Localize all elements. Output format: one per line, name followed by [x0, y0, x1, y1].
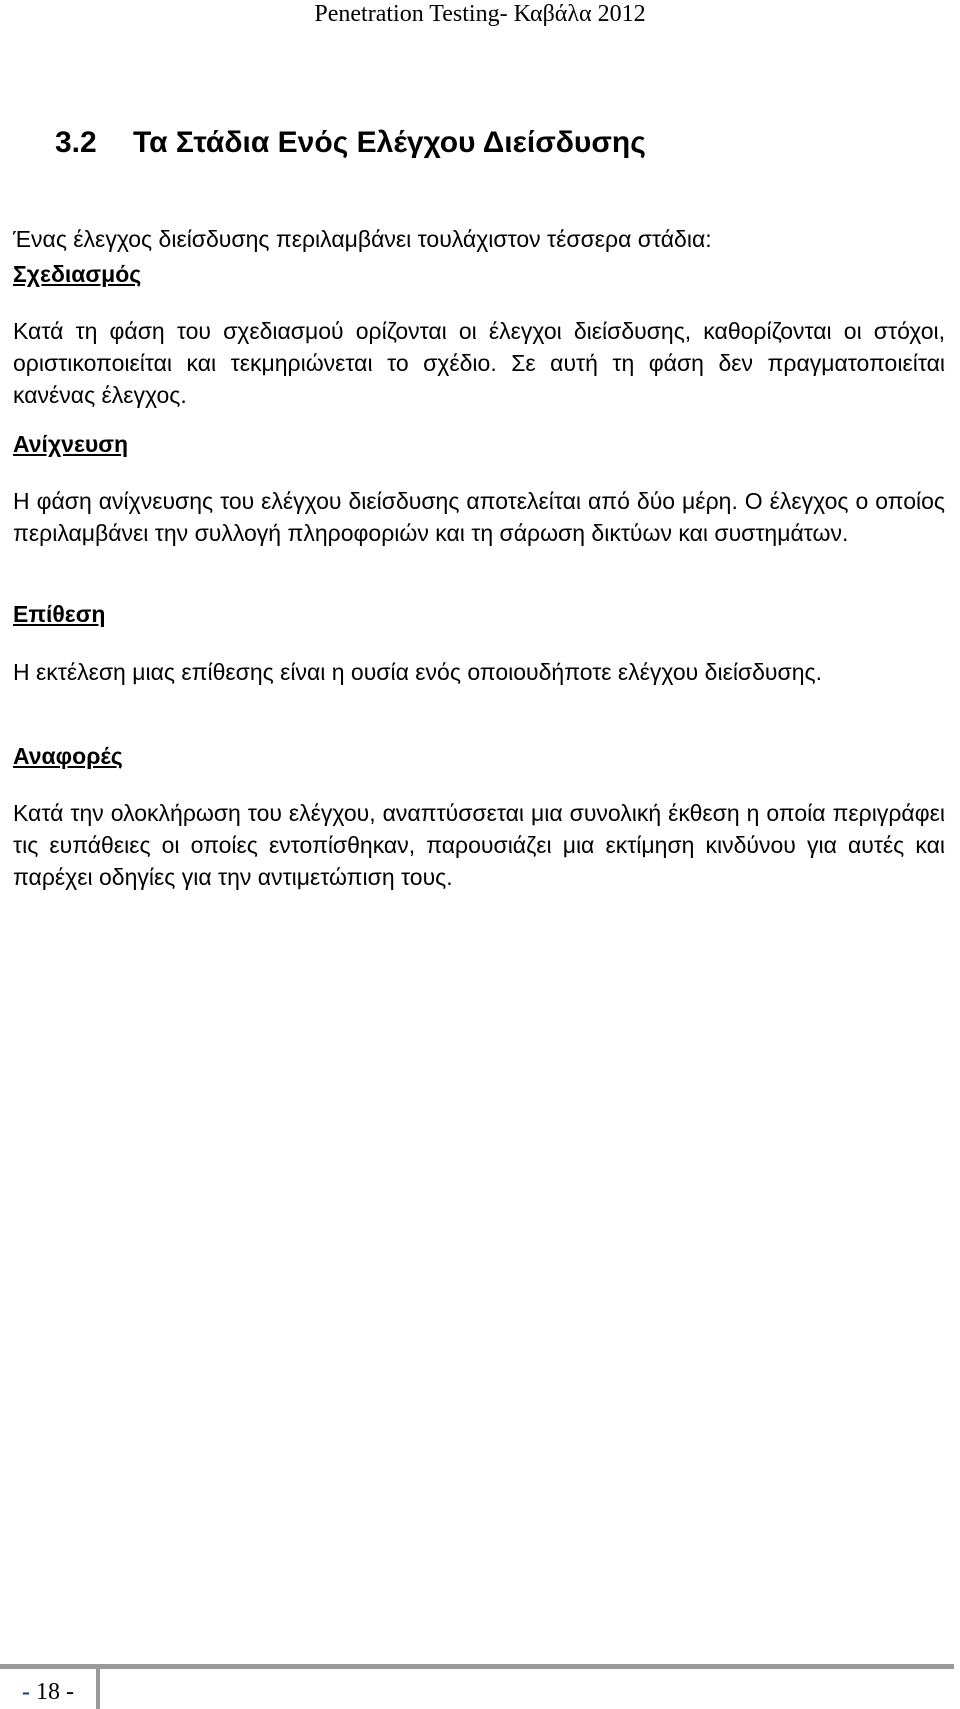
- page-number-dash-right: -: [66, 1679, 74, 1705]
- intro-paragraph: Ένας έλεγχος διείσδυσης περιλαμβάνει τουλάχιστον τέσσερα στάδια:: [13, 226, 712, 252]
- stage-heading-attack: Επίθεση: [13, 601, 106, 627]
- running-header: Penetration Testing- Καβάλα 2012: [314, 1, 646, 27]
- section-number: 3.2: [55, 126, 97, 159]
- footer-rule: [0, 1664, 954, 1669]
- footer-separator: [96, 1666, 100, 1709]
- section-title-text: Τα Στάδια Ενός Ελέγχου Διείσδυσης: [133, 126, 646, 159]
- stage-heading-reporting: Αναφορές: [13, 743, 123, 769]
- page-number-value: 18: [36, 1679, 60, 1705]
- stage-text-reporting: Κατά την ολοκλήρωση του ελέγχου, αναπτύσσεται μια συνολική έκθεση η οποία περιγράφει τις ευπάθειες οι οποίες εντοπίσθηκαν, παρουσιάζει μια εκτίμηση κινδύνου για αυτές και παρέχει οδηγίες για την αντιμετώπιση τους.: [13, 800, 945, 890]
- stage-heading-planning: Σχεδιασμός: [13, 261, 142, 287]
- stage-text-attack: Η εκτέλεση μιας επίθεσης είναι η ουσία ενός οποιουδήποτε ελέγχου διείσδυσης.: [13, 659, 822, 685]
- stage-heading-discovery: Ανίχνευση: [13, 431, 129, 457]
- stage-text-planning: Κατά τη φάση του σχεδιασμού ορίζονται οι έλεγχοι διείσδυσης, καθορίζονται οι στόχοι, οριστικοποιείται και τεκμηριώνεται το σχέδιο. Σε αυτή τη φάση δεν πραγματοποιείται κανένας έλεγχος.: [13, 318, 945, 408]
- section-title: [55, 124, 646, 162]
- page-number: [22, 1678, 74, 1706]
- page-number-dash-left: -: [22, 1679, 30, 1705]
- stage-text-discovery: Η φάση ανίχνευσης του ελέγχου διείσδυσης αποτελείται από δύο μέρη. Ο έλεγχος ο οποίος περιλαμβάνει την συλλογή πληροφοριών και τη σάρωση δικτύων και συστημάτων.: [13, 488, 945, 546]
